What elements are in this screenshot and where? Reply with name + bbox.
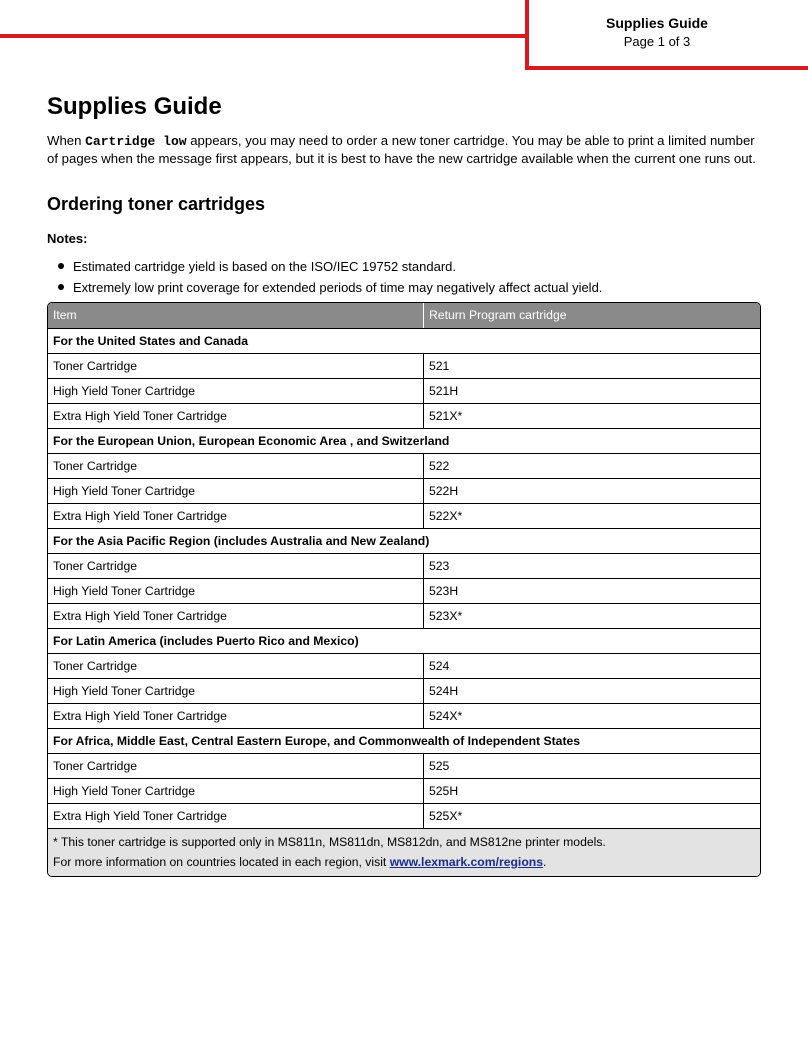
region-row [48,629,760,654]
part-number-cell: 521X* [429,409,463,423]
item-cell: Toner Cartridge [48,354,424,378]
table-row [48,479,760,504]
header-rule [0,34,528,38]
intro-code: Cartridge low [85,134,187,149]
item-cell: Toner Cartridge [48,654,424,678]
part-number-cell: 522H [429,484,459,498]
footnote-line-1: * This toner cartridge is supported only in MS811n, MS811dn, MS812dn, and MS812ne printer models. [53,835,606,849]
table-row [48,579,760,604]
intro-prefix: When [47,133,86,148]
table-row [48,804,760,829]
part-number-cell: 522X* [429,509,463,523]
region-row [48,429,760,454]
item-cell: Toner Cartridge [48,754,424,778]
part-number-cell: 524X* [429,709,463,723]
bullet-icon [58,263,64,269]
table-row [48,654,760,679]
part-number-cell: 523 [429,559,450,573]
region-label: For Africa, Middle East, Central Eastern Europe, and Commonwealth of Independent States [53,734,581,748]
item-cell: Toner Cartridge [48,554,424,578]
page-number: Page 1 of 3 [623,34,691,49]
part-number-cell: 521H [429,384,459,398]
note-item [47,279,602,300]
item-cell: Extra High Yield Toner Cartridge [48,404,424,428]
region-label: For the United States and Canada [53,334,249,348]
page-title: Supplies Guide [47,93,222,120]
region-row [48,729,760,754]
table-row [48,679,760,704]
region-label: For the European Union, European Economic Area , and Switzerland [53,434,450,448]
item-cell: Extra High Yield Toner Cartridge [48,704,424,728]
table-row [48,779,760,804]
part-number-cell: 525 [429,759,450,773]
region-label: For the Asia Pacific Region (includes Australia and New Zealand) [53,534,430,548]
part-number-cell: 523H [429,584,459,598]
bullet-icon [58,284,64,290]
table-row [48,354,760,379]
intro-suffix: appears, you may need to order a new toner cartridge. You may be able to print a limited number of pages when the message first appears, but it is best to have the new cartridge available when the current one runs out. [47,133,756,166]
table-row [48,379,760,404]
item-cell: High Yield Toner Cartridge [48,379,424,403]
notes-list [47,258,602,300]
table-row [48,454,760,479]
table-row [48,554,760,579]
footnote-line-2 [53,852,755,872]
part-number-cell: 524 [429,659,450,673]
part-number-cell: 525X* [429,809,463,823]
table-footnote [48,829,760,876]
region-row [48,529,760,554]
table-row [48,404,760,429]
item-cell: High Yield Toner Cartridge [48,779,424,803]
table-row [48,504,760,529]
item-cell: Extra High Yield Toner Cartridge [48,604,424,628]
note-text: Extremely low print coverage for extended periods of time may negatively affect actual yield. [73,280,603,295]
part-number-cell: 523X* [429,609,463,623]
header-title: Supplies Guide [606,15,708,31]
item-cell: High Yield Toner Cartridge [48,679,424,703]
table-header-row [48,303,760,329]
header-cell-item: Item [48,303,424,328]
intro-paragraph [47,132,767,167]
note-text: Estimated cartridge yield is based on the ISO/IEC 19752 standard. [73,259,456,274]
table-row [48,754,760,779]
part-number-cell: 521 [429,359,450,373]
notes-label: Notes: [47,231,88,246]
table-row [48,704,760,729]
table-row [48,604,760,629]
region-row [48,329,760,354]
part-number-cell: 522 [429,459,450,473]
item-cell: Toner Cartridge [48,454,424,478]
footnote-prefix: For more information on countries located in each region, visit [53,855,390,869]
item-cell: High Yield Toner Cartridge [48,479,424,503]
regions-link[interactable]: www.lexmark.com/regions [389,855,543,869]
part-number-cell: 525H [429,784,459,798]
item-cell: High Yield Toner Cartridge [48,579,424,603]
footnote-suffix: . [543,855,547,869]
region-label: For Latin America (includes Puerto Rico and Mexico) [53,634,359,648]
section-title: Ordering toner cartridges [47,194,266,214]
note-item [47,258,602,279]
cartridge-table [47,302,761,877]
item-cell: Extra High Yield Toner Cartridge [48,804,424,828]
part-number-cell: 524H [429,684,459,698]
item-cell: Extra High Yield Toner Cartridge [48,504,424,528]
header-cell-program: Return Program cartridge [429,308,567,322]
